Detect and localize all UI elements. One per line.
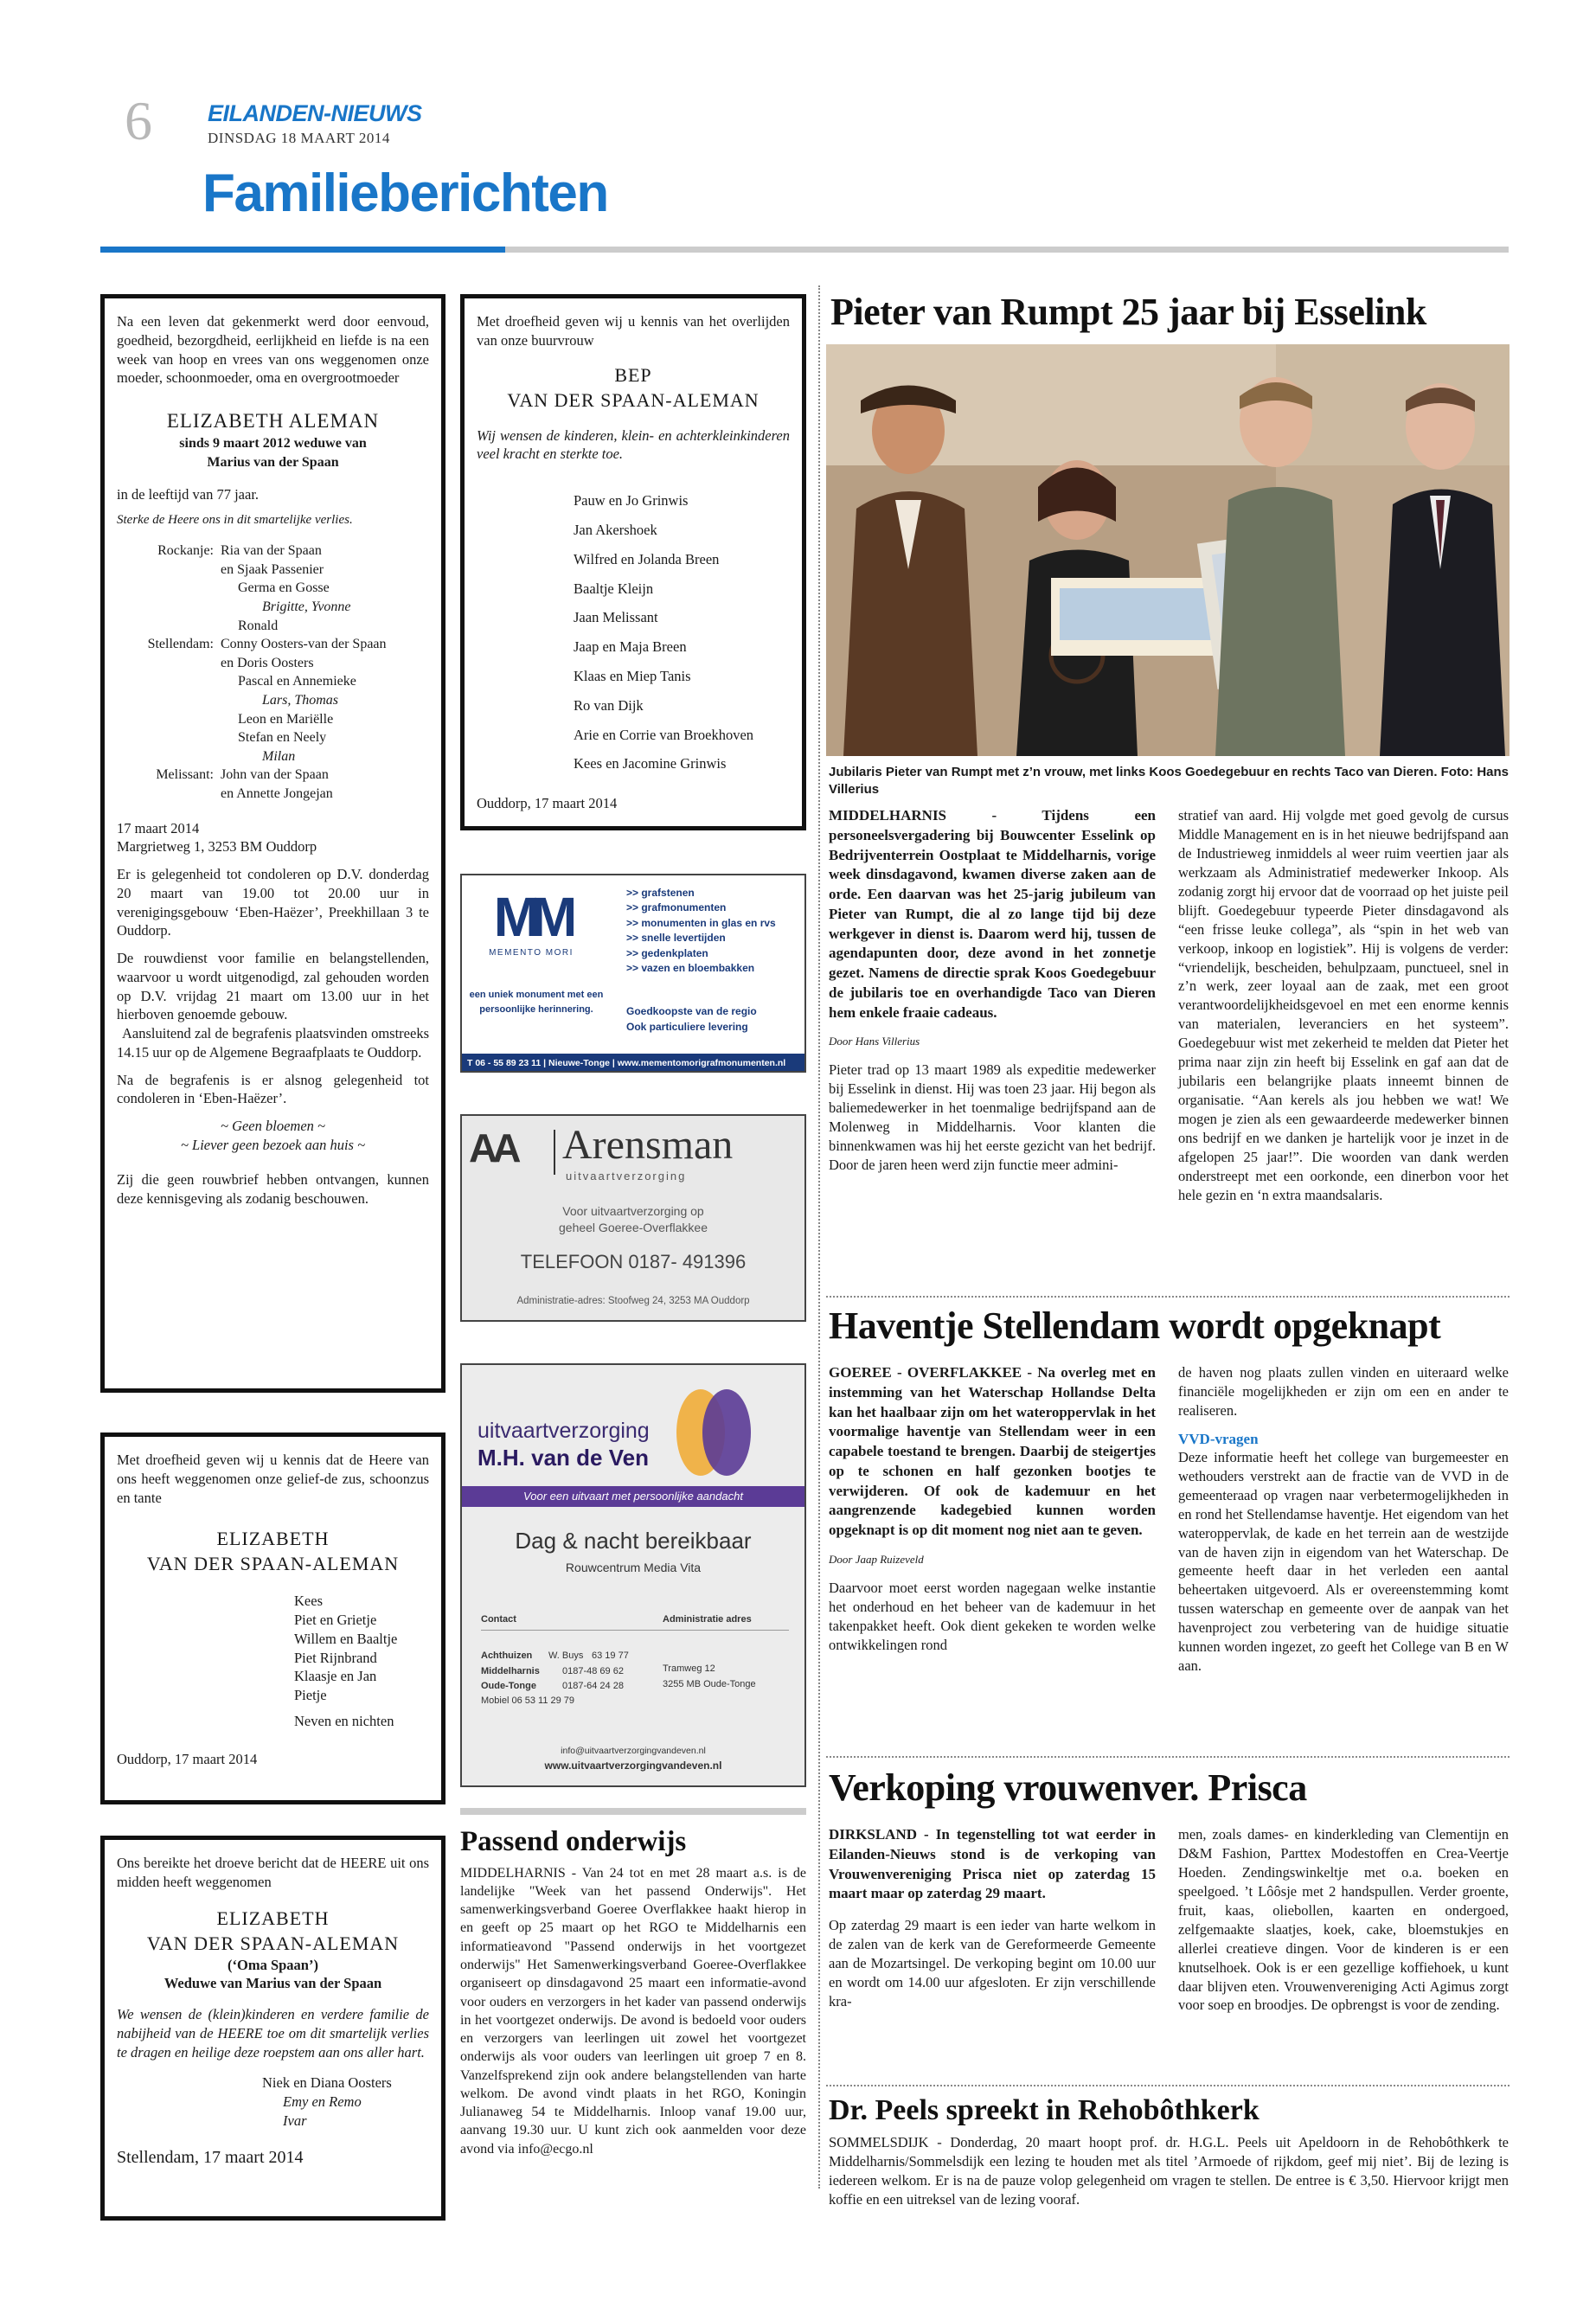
article-subhead: VVD-vragen <box>1178 1430 1259 1447</box>
family-member: Pietje <box>294 1687 327 1704</box>
notice-place-date: Stellendam, 17 maart 2014 <box>117 2147 304 2167</box>
contact-name <box>548 1664 562 1680</box>
family-place: Melissant: <box>156 767 214 783</box>
vandeven-contact-row <box>481 1664 654 1680</box>
memento-item: >> snelle levertijden <box>626 932 726 945</box>
esselink-col1 <box>829 806 1156 1175</box>
deceased-name: ELIZABETH ALEMAN <box>166 410 380 433</box>
family-row <box>117 654 429 673</box>
notice-verse: Sterke de Heere ons in dit smartelijke verlies. <box>117 513 353 528</box>
notice-service: De rouwdienst voor familie en belangstellenden, waarvoor u wordt uitgenodigd, zal gehouden worden op D.V. vrijdag 21 maart om 13.00 uur in het hierboven genoemde gebouw. <box>117 950 429 1023</box>
family-member: Lars, Thomas <box>262 692 339 708</box>
headline-prisca: Verkoping vrouwenver. Prisca <box>829 1766 1307 1809</box>
family-member: en Annette Jongejan <box>221 785 333 801</box>
death-notice-neighbours <box>460 294 806 830</box>
family-place <box>117 561 221 580</box>
notice-place-date: Ouddorp, 17 maart 2014 <box>477 795 618 812</box>
contact-phone[interactable]: 63 19 77 <box>592 1650 629 1661</box>
contact-place: Achthuizen <box>481 1650 533 1661</box>
vandeven-email[interactable]: info@uitvaartverzorgingvandeven.nl <box>561 1746 706 1756</box>
article-passend-onderwijs <box>460 1827 806 2158</box>
notice-flowers1: ~ Geen bloemen ~ <box>221 1118 325 1135</box>
neighbour-name: Wilfred en Jolanda Breen <box>574 550 720 567</box>
family-member: Brigitte, Yvonne <box>262 599 351 614</box>
family-member: Germa en Gosse <box>238 580 330 596</box>
headline-esselink: Pieter van Rumpt 25 jaar bij Esselink <box>830 291 1426 333</box>
vandeven-slogan: Voor een uitvaart met persoonlijke aandacht <box>462 1486 804 1507</box>
vandeven-contact-row <box>481 1649 654 1664</box>
neighbour-name: Jan Akershoek <box>574 521 657 538</box>
family-member: Conny Oosters-van der Spaan <box>221 637 387 652</box>
memento-item: >> vazen en bloembakken <box>626 961 755 974</box>
family-member: Ria van der Spaan <box>221 543 322 559</box>
notice-address: Margrietweg 1, 3253 BM Ouddorp <box>117 838 317 856</box>
article-lead: GOEREE - OVERFLAKKEE - Na overleg met en instemming van het Waterschap Hollandse Delta kan het haalbaar zijn om het wateroppervlak in het voormalige haventje van Stellendam weer in een capabele toestand te brengen. Daarbij de steigertjes op te schonen en half gezonken bootjes te verwijderen. Of ook de kademuur en het aangrenzende kadegebied kunnen worden opgeknapt is op dit moment nog niet aan te geven. <box>829 1364 1156 1539</box>
notice-intro: Na een leven dat gekenmerkt werd door eenvoud, goedheid, bezorgdheid, eerlijkheid en liefde is na een week van hoop en vrees van ons weggenomen onze moeder, schoonmoeder, oma en overgrootmoeder <box>117 313 429 387</box>
deceased-name-last: VAN DER SPAAN-ALEMAN <box>146 1553 400 1575</box>
vandeven-centre: Rouwcentrum Media Vita <box>565 1561 702 1574</box>
section-title: Familieberichten <box>202 163 608 223</box>
vandeven-contacts <box>481 1649 654 1695</box>
issue-date: DINSDAG 18 MAART 2014 <box>208 130 390 146</box>
family-place <box>117 654 221 673</box>
photo-caption: Jubilaris Pieter van Rumpt met z’n vrouw, met links Koos Goedegebuur en rechts Taco van Dieren. Foto: Hans Villerius <box>829 765 1509 797</box>
article-body-1: Daarvoor moet eerst worden nagegaan welke instantie het onderhoud en het beheer van de kademuur in het takenpakket heeft. Ook dient gekeken te worden welke ontwikkelingen rond <box>829 1579 1156 1653</box>
memento-logo-mark: MM <box>493 886 569 948</box>
arensman-sub: uitvaartverzorging <box>566 1170 687 1183</box>
contact-place: Oude-Tonge <box>481 1681 536 1692</box>
article-lead: MIDDELHARNIS - Tijdens een personeelsvergadering bij Bouwcenter Esselink op Bedrijventerrein Oostplaat te Middelharnis, vorige week dinsdagavond, kwamen diverse zaken aan de orde. Een daarvan was het 25-jarig jubileum van Pieter van Rumpt, die al zo lange tijd bij deze werkgever in dienst is. Daarom werd hij, tussen de agendapunten door, deze avond in het zonnetje gezet. Namens de directie sprak Koos Goedegebuur de jubilaris toe en overhandigde Taco van Dieren hem enkele fraaie cadeaus. <box>829 807 1156 1021</box>
family-list <box>117 542 429 803</box>
family-member: Piet Rijnbrand <box>294 1649 377 1666</box>
family-member: Pascal en Annemieke <box>238 674 356 689</box>
memento-slogan2: Ook particuliere levering <box>626 1021 748 1033</box>
haventje-col2 <box>1178 1363 1509 1676</box>
vandeven-admin2: 3255 MB Oude-Tonge <box>663 1679 756 1689</box>
neighbours-list <box>477 486 790 779</box>
contact-phone[interactable]: 0187-48 69 62 <box>562 1665 624 1676</box>
notice-wish: We wensen de (klein)kinderen en verdere familie de nabijheid van de HEERE toe om dit smartelijk verlies te dragen en heilige deze roepstem aan ons aller hart. <box>117 2006 429 2061</box>
vandeven-logo-text <box>462 1415 804 1484</box>
deceased-name-first: ELIZABETH <box>216 1907 330 1929</box>
notice-closing: Zij die geen rouwbrief hebben ontvangen, kunnen deze kennisgeving als zodanig beschouwen. <box>117 1170 429 1207</box>
photo-illustration <box>826 344 1509 756</box>
article-body-2: men, zoals dames- en kinderkleding van Clementijn en D&M Fashion, Parttex Modestoffen en Crea-Veertje Hoeden. Zendingswinkeltje met o.a. boeken en speelgoed. ’t Lôôsje met 2 handspullen. Verder groente, fruit, kaas, oliebollen, kaarten en ondergoed, zelfgemaakte slaatjes, koek, cake, bloemstukjes en allerlei creatieve dingen. Voor de kinderen is er een knutselhoek. Ook is er een gezellige koffiehoek, u kunt daar blijven eten. Vrouwenvereniging Acti Agimus zorgt voor soep en broodjes. De opbrengst is voor de zending. <box>1178 1826 1509 2014</box>
notice-wish: Wij wensen de kinderen, klein- en achterkleinkinderen veel kracht en sterkte toe. <box>477 426 790 463</box>
article-byline: Door Hans Villerius <box>829 1035 920 1048</box>
deceased-name-last: VAN DER SPAAN-ALEMAN <box>507 388 760 411</box>
article-body-1: Pieter trad op 13 maart 1989 als expeditie medewerker bij Esselink in dienst. Hij was toen 23 jaar. Hij begon als baliemedewerker in het toenmalige bedrijfspand aan de Molenweg in Middelharnis. Voor klanten die binnenkwamen was hij het eerste gezicht van het bedrijf. Door de jaren heen werd zijn functie meer admini- <box>829 1061 1156 1174</box>
family-1: Niek en Diana Oosters <box>262 2074 392 2092</box>
family-row <box>117 561 429 580</box>
header-rule <box>505 247 1509 253</box>
notice-place-date: Ouddorp, 17 maart 2014 <box>117 1750 258 1767</box>
neighbour-name: Baaltje Kleijn <box>574 580 654 597</box>
arensman-line1: Voor uitvaartverzorging op <box>562 1204 704 1218</box>
neighbour-name: Klaas en Miep Tanis <box>574 668 691 684</box>
deceased-name-first: BEP <box>614 363 652 386</box>
separator <box>826 2085 1509 2086</box>
family-place <box>117 785 221 804</box>
vandeven-mobile[interactable]: Mobiel 06 53 11 29 79 <box>481 1695 575 1706</box>
neighbour-name: Pauw en Jo Grinwis <box>574 492 689 510</box>
neighbour-name: Jaap en Maja Breen <box>574 638 687 656</box>
vandeven-divider <box>481 1630 789 1631</box>
memento-footer[interactable]: T 06 - 55 89 23 11 | Nieuwe-Tonge | www.mementomorigrafmonumenten.nl <box>462 1054 804 1073</box>
memento-item: >> monumenten in glas en rvs <box>626 916 776 929</box>
notice-condolence: Er is gelegenheid tot condoleren op D.V. donderdag 20 maart van 19.00 tot 20.00 uur in verenigingsgebouw ‘Eben-Haëzer’, Preekhillaan 3 te Ouddorp. <box>117 866 429 939</box>
family-member: Klaasje en Jan <box>294 1668 377 1685</box>
notice-intro: Met droefheid geven wij u kennis dat de Heere van ons heeft weggenomen onze gelief-de zus, schoonzus en tante <box>117 1452 429 1506</box>
article-body-2: de haven nog plaats zullen vinden en uiteraard welke financiële mogelijkheden er zijn om een en ander te realiseren. <box>1178 1364 1509 1419</box>
vandeven-contact-row <box>481 1679 654 1695</box>
contact-name <box>548 1679 562 1695</box>
notice-flowers2: ~ Liever geen bezoek aan huis ~ <box>180 1137 366 1153</box>
family-row <box>117 785 429 804</box>
contact-name: W. Buys <box>548 1650 584 1661</box>
notice-sub1: sinds 9 maart 2012 weduwe van <box>179 436 367 452</box>
memento-tagline: een uniek monument met een persoonlijke herinnering. <box>469 990 604 1015</box>
arensman-logo-mark: AA <box>469 1125 516 1170</box>
vandeven-line2: M.H. van de Ven <box>478 1445 649 1471</box>
family-member: Willem en Baaltje <box>294 1630 398 1647</box>
memento-logo <box>479 886 583 958</box>
family-member: en Sjaak Passenier <box>221 561 324 577</box>
notice-sub2: Marius van der Spaan <box>207 454 339 470</box>
headline-haventje: Haventje Stellendam wordt opgeknapt <box>829 1304 1441 1347</box>
article-body: MIDDELHARNIS - Van 24 tot en met 28 maart a.s. is de landelijke "Week van het passend Onderwijs". Het samenwerkingsverband Goeree Overflakkee haakt hierop in en geeft op 25 maart op het RGO te Middelharnis een informatieavond "Passend onderwijs in het voortgezet onderwijs" Het Samenwerkingsverband Goeree-Overflakkee organiseert op dinsdagavond 25 maart een informatie-avond voor ouders en verzorgers in het kader van passend onderwijs in het voortgezet onderwijs. De avond is bedoeld voor ouders en verzorgers van leerlingen uit zowel het voortgezet onderwijs als voor ouders van leerlingen uit groep 7 en 8. Vanzelfsprekend zijn ook andere belangstellenden van harte welkom. De avond vindt plaats in het RGO, Koningin Julianaweg 54 te Middelharnis. Inloop vanaf 19.00 uur, aanvang 19.30 uur. U kunt zich ook aanmelden voor deze avond via info@ecgo.nl <box>460 1865 806 2157</box>
family-row <box>117 766 429 785</box>
deceased-widow: Weduwe van Marius van der Spaan <box>163 1975 382 1992</box>
family-2: Emy en Remo <box>283 2093 362 2111</box>
family-member: Ronald <box>238 618 279 633</box>
neighbour-name: Kees en Jacomine Grinwis <box>574 755 727 772</box>
article-body: SOMMELSDIJK - Donderdag, 20 maart hoopt prof. dr. H.G.L. Peels uit Apeldoorn in de Rehobôthkerk te Middelharnis/Sommelsdijk een lezing te houden met als titel ’Armoede of rijkdom, geef mij niet’. Bij de lezing is iedereen welkom. Er is na de pauze volop gelegenheid om vragen te stellen. De entree is € 3,50. Hiervoor krijgt men koffie en een uitreksel van de lezing vooraf. <box>829 2134 1509 2208</box>
header-rule-accent <box>100 247 505 253</box>
arensman-divider <box>554 1130 555 1175</box>
vandeven-avail: Dag & nacht bereikbaar <box>515 1528 752 1554</box>
article-byline: Door Jaap Ruizeveld <box>829 1552 924 1566</box>
neighbour-name: Jaan Melissant <box>574 609 658 626</box>
arensman-address: Administratie-adres: Stoofweg 24, 3253 MA Ouddorp <box>516 1296 750 1306</box>
memento-product-list <box>626 886 799 976</box>
headline-peels: Dr. Peels spreekt in Rehobôthkerk <box>829 2094 1259 2126</box>
memento-slogan1: Goedkoopste van de regio <box>626 1005 757 1017</box>
deceased-name-last: VAN DER SPAAN-ALEMAN <box>146 1932 400 1954</box>
vandeven-web[interactable]: www.uitvaartverzorgingvandeven.nl <box>544 1759 722 1772</box>
vandeven-admin1: Tramweg 12 <box>663 1663 715 1674</box>
arensman-line2: geheel Goeree-Overflakkee <box>559 1221 708 1234</box>
vandeven-contact-label: Contact <box>481 1614 516 1625</box>
article-body-3: Deze informatie heeft het college van burgemeester en wethouders verstrekt aan de fractie van de VVD in de gemeenteraad op vragen naar verbetermogelijkheden in en rond het Stellendamse haventje. Het eigendom van het wateroppervlak, de kade en het terrein aan de westzijde van de haven zijn in eigendom van het Waterschap. De gemeente heeft daar in het verleden een aantal beheertaken uitgevoerd. Als er overeenstemming komt tussen waterschap en gemeente over de aanpak van het havenproject zou verbetering van de huidige situatie kunnen worden ingezet, zo geeft het College van B en W aan. <box>1178 1448 1509 1675</box>
family-member: Leon en Mariëlle <box>238 711 334 727</box>
article-body-1: Op zaterdag 29 maart is een ieder van harte welkom in de zalen van de kerk van de Gereformeerde Gemeente aan de Mozartsingel. De verkoping begint om 10.00 uur en wordt om 14.00 uur afgesloten. Er zijn verschillende kra- <box>829 1917 1156 2009</box>
esselink-col2 <box>1178 806 1509 1205</box>
ad-vandeven[interactable] <box>460 1363 806 1787</box>
prisca-col2 <box>1178 1825 1509 2015</box>
prisca-col1 <box>829 1825 1156 2011</box>
memento-item: >> grafstenen <box>626 887 695 899</box>
memento-brand: MEMENTO MORI <box>489 948 574 958</box>
deceased-nickname: (‘Oma Spaan’) <box>228 1956 318 1973</box>
photo-jubilee <box>826 344 1509 756</box>
family-place: Stellendam: <box>147 637 214 652</box>
family-member: Milan <box>262 748 296 764</box>
ad-memento-mori[interactable] <box>460 874 806 1073</box>
death-notice-sister <box>100 1433 445 1804</box>
page-number: 6 <box>125 90 152 151</box>
ad-arensman[interactable] <box>460 1114 806 1322</box>
contact-phone[interactable]: 0187-64 24 28 <box>562 1681 624 1692</box>
arensman-brand: Arensman <box>562 1122 734 1168</box>
memento-slogans <box>626 1003 757 1035</box>
family-member: Piet en Grietje <box>294 1612 377 1629</box>
article-body-2: stratief van aard. Hij volgde met goed gevolg de cursus Middle Management en is in het nieuwe bedrijfspand aan de Industrieweg inmiddels al weer ruim veertien jaar als werkzaam als Administratief medewerker Inkoop. Als zodanig zorgt hij ervoor dat de voorraad op het juiste peil blijft. Goedegebuur typeerde Pieter dinsdagavond als “een frisse leuke collega”, als “spin in het web van verkoop, inkoop en logistiek”. Hij is volgens de verder: “vriendelijk, bescheiden, behulpzaam, punctueel, snel in z’n werk, zeer loyaal aan de zaak, met een groot verantwoordelijkheidsgevoel en met een enorme kennis van materialen, leveranciers en het systeem”. Goedegebuur wist met zekerheid te melden dat Pieter het prima naar zijn zin heeft bij Esselink en gaf aan dat de jubilaris een belangrijke plaats inneemt binnen de organisatie. “Aan kerels als jou hebben we wat! We mogen je zien als een gewaardeerde medewerker binnen ons bedrijf en we danken je hartelijk voor je inzet in de afgelopen 25 jaar!”. Die woorden van dank werden onderstreept met een oorkonde, een dinerbon voor het hele gezin en ‘n extra maandsalaris. <box>1178 807 1509 1203</box>
family-3: Ivar <box>283 2112 307 2129</box>
family-member: Kees <box>294 1593 323 1610</box>
separator <box>826 1296 1509 1298</box>
family-row <box>117 635 429 654</box>
family-row <box>117 542 429 561</box>
notice-after: Na de begrafenis is er alsnog gelegenheid tot condoleren in ‘Eben-Haëzer’. <box>117 1071 429 1107</box>
family-place: Rockanje: <box>157 543 214 559</box>
neighbour-name: Arie en Corrie van Broekhoven <box>574 726 754 743</box>
notice-intro: Ons bereikte het droeve bericht dat de HEERE uit ons midden heeft weggenomen <box>117 1855 429 1890</box>
separator <box>826 1756 1509 1758</box>
memento-item: >> gedenkplaten <box>626 946 708 959</box>
vandeven-line1: uitvaartverzorging <box>478 1419 650 1443</box>
brand-logo: EILANDEN-NIEUWS <box>208 100 422 126</box>
haventje-col1 <box>829 1363 1156 1655</box>
notice-intro: Met droefheid geven wij u kennis van het overlijden van onze buurvrouw <box>477 313 790 349</box>
vandeven-admin-label: Administratie adres <box>663 1614 752 1625</box>
notice-age: in de leeftijd van 77 jaar. <box>117 485 260 503</box>
death-notice-aleman <box>100 294 445 1393</box>
deceased-name-first: ELIZABETH <box>216 1528 330 1550</box>
family-member: Stefan en Neely <box>238 730 327 746</box>
notice-burial: Aansluitend zal de begrafenis plaatsvinden omstreeks 14.15 uur op de Algemene Begraafplaats te Ouddorp. <box>117 1025 429 1061</box>
arensman-phone[interactable]: TELEFOON 0187- 491396 <box>520 1251 747 1272</box>
memento-item: >> grafmonumenten <box>626 901 727 914</box>
death-notice-oma-spaan <box>100 1836 445 2221</box>
column-divider-2 <box>460 1808 806 1815</box>
contact-place: Middelharnis <box>481 1665 540 1676</box>
notice-date: 17 maart 2014 <box>117 819 200 836</box>
family-list <box>117 1592 429 1705</box>
article-lead: DIRKSLAND - In tegenstelling tot wat eerder in Eilanden-Nieuws stond is de verkoping van Vrouwenvereniging Prisca niet op zaterdag 15 maart maar op zaterdag 29 maart. <box>829 1826 1156 1902</box>
family-member: en Doris Oosters <box>221 655 314 670</box>
notice-others: Neven en nichten <box>294 1712 394 1729</box>
arensman-logo <box>469 1125 555 1171</box>
article-title: Passend onderwijs <box>460 1826 687 1857</box>
neighbour-name: Ro van Dijk <box>574 696 644 714</box>
column-separator <box>818 285 820 2189</box>
family-member: John van der Spaan <box>221 767 329 783</box>
